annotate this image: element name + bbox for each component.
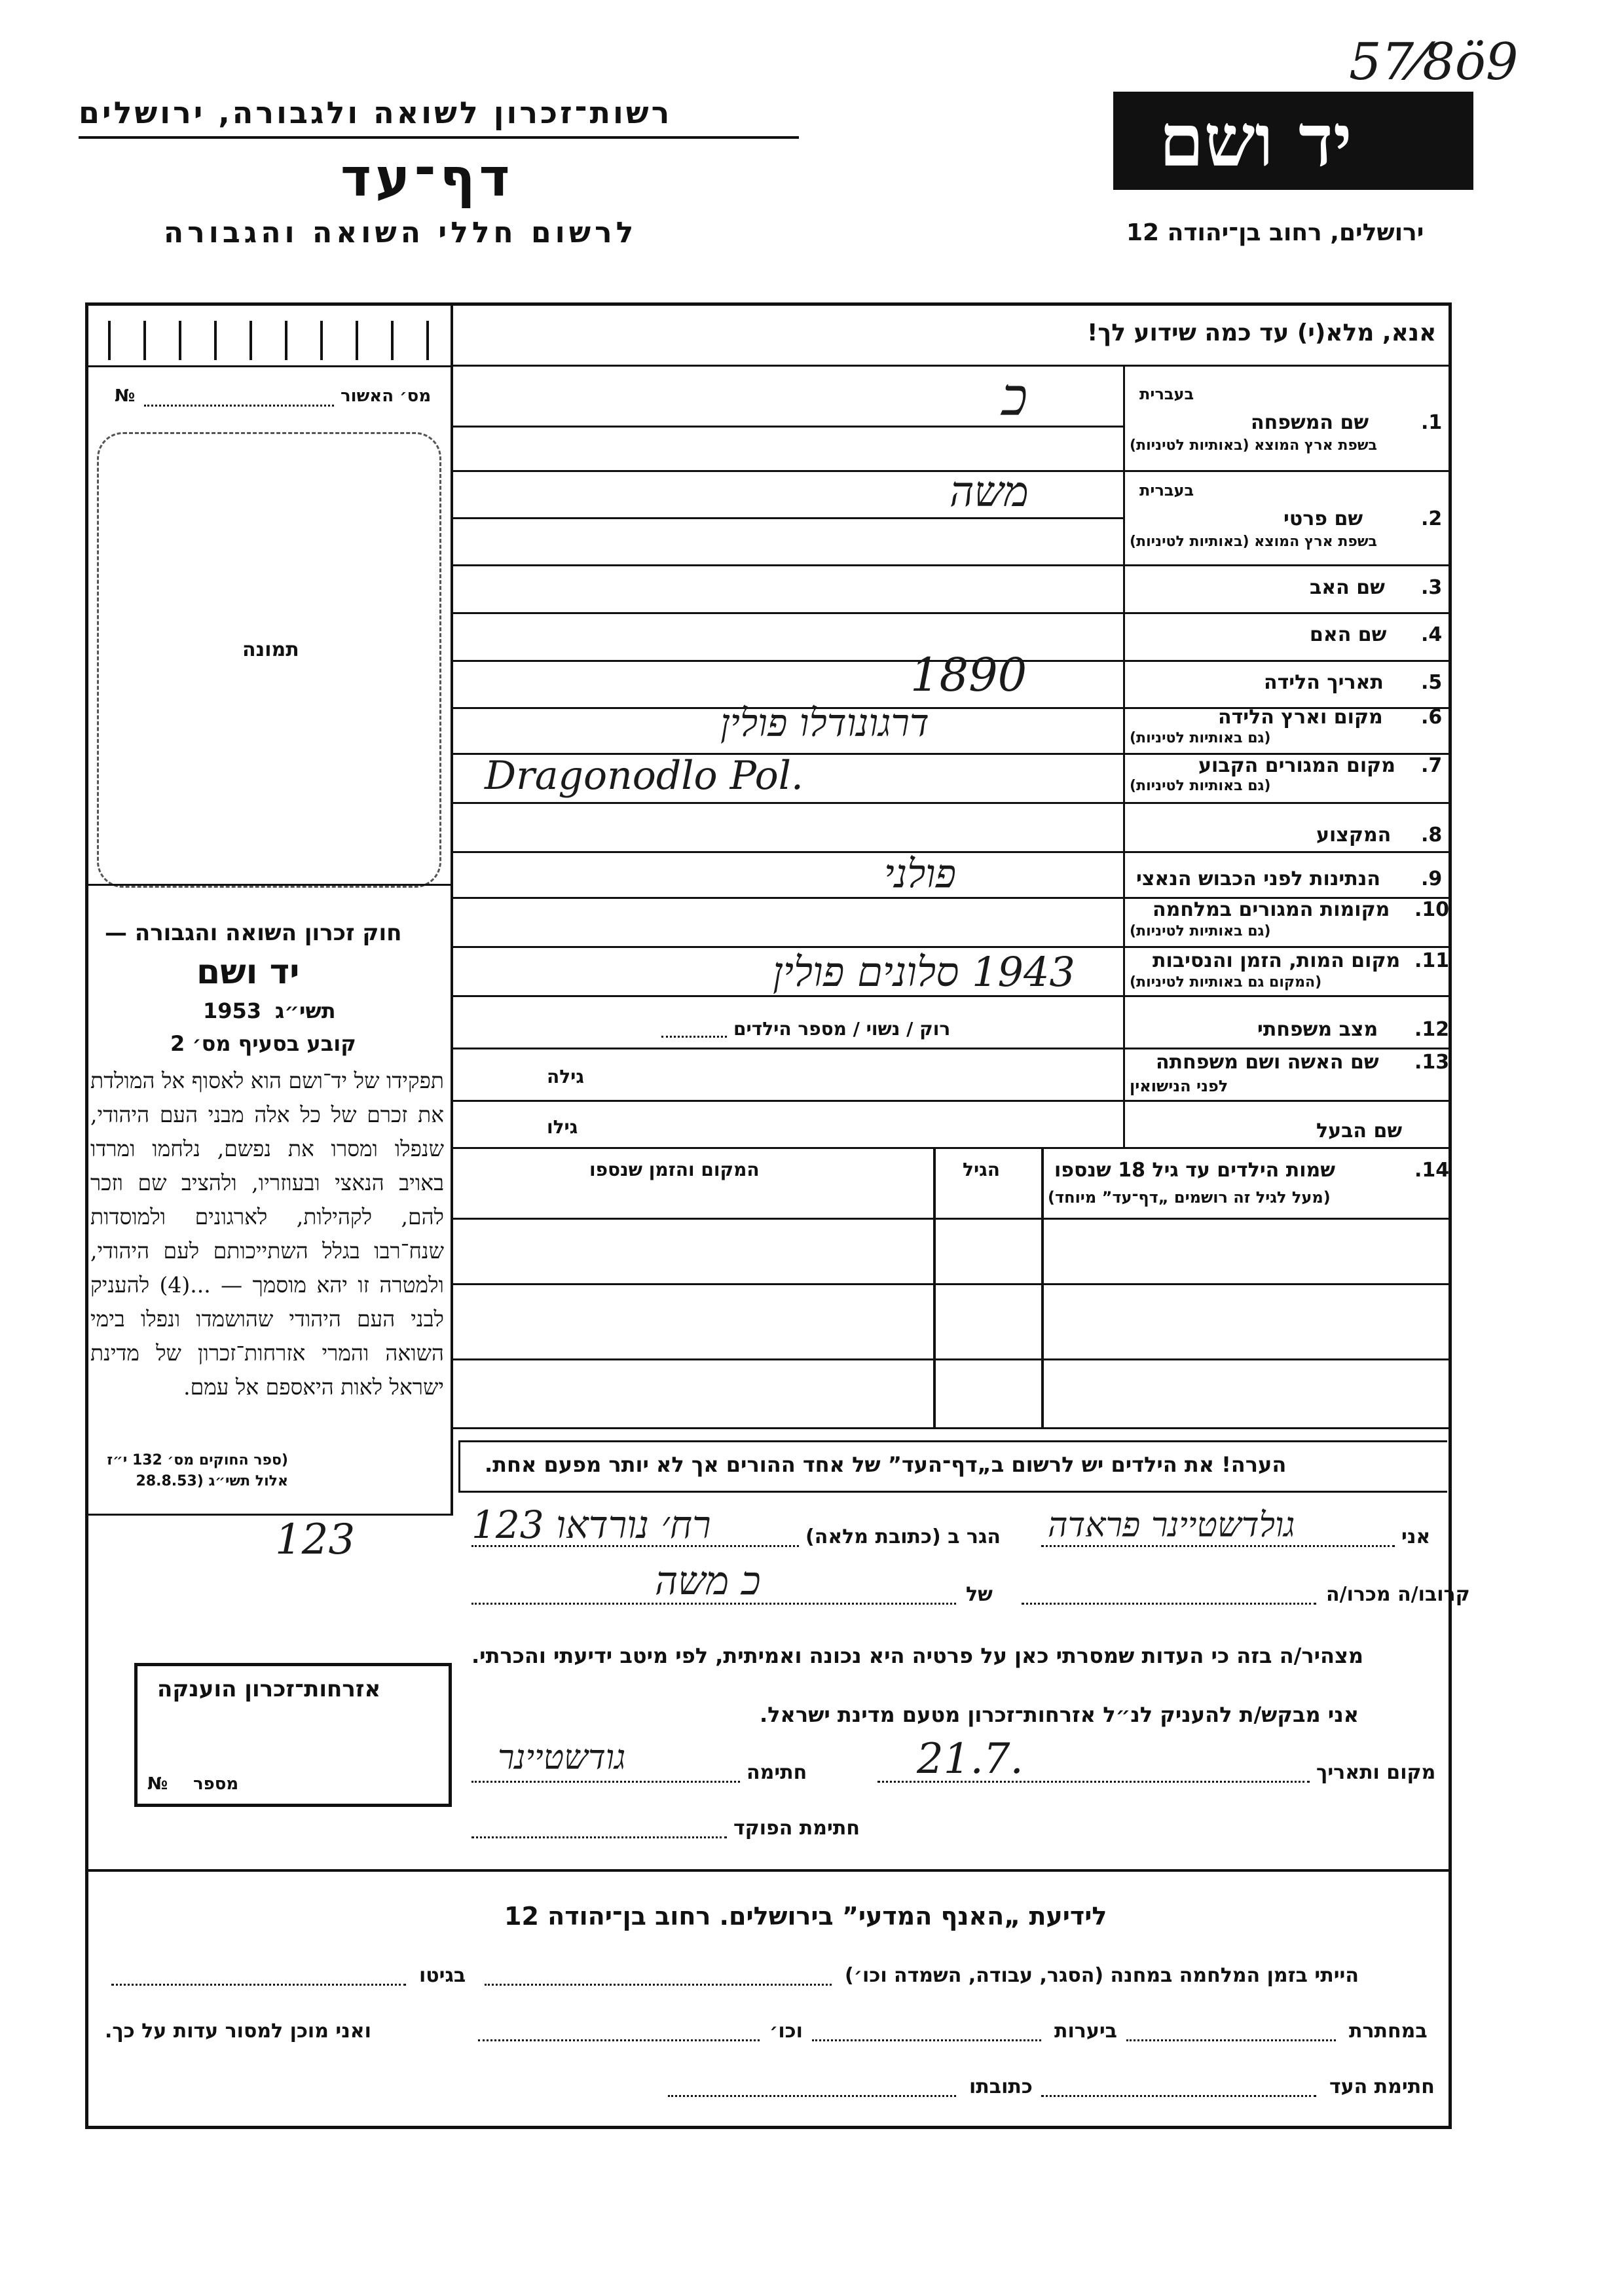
law-name: יד ושם (196, 953, 300, 992)
field-5-number: 5. (1421, 671, 1443, 694)
declaration-ani-label: אני (1401, 1525, 1431, 1548)
form-intro: אנא, מלא(י) עד כמה שידוע לך! (1087, 319, 1437, 346)
address: ירושלים, רחוב בן־יהודה 12 (1126, 219, 1424, 246)
declarant-address[interactable]: רח׳ נורדאו 123 (471, 1503, 711, 1547)
field-6-sub: (גם באותיות לטיניות) (1130, 730, 1271, 746)
field-4-label: שם האם (1310, 623, 1387, 646)
form-subtitle: לרשום חללי השואה והגבורה (164, 216, 638, 249)
footer-line2-suffix: ואני מוכן למסור עדות על כך. (105, 2020, 371, 2043)
form-title: דף־עד (341, 147, 514, 208)
field-12-label: מצב משפחתי (1257, 1018, 1378, 1041)
footer-witness-signature: חתימת העד (1329, 2075, 1435, 2098)
field-6-label: מקום וארץ הלידה (1218, 706, 1383, 729)
husband-age-label: גילו (547, 1116, 578, 1138)
citizenship-box-title: אזרחות־זכרון הוענקה (157, 1676, 381, 1702)
handwritten-number: 123 (275, 1516, 356, 1564)
field-1-number: 1. (1421, 411, 1443, 434)
approval-number-label: מס׳ האשור (341, 386, 432, 406)
children-note: הערה! את הילדים יש לרשום ב„דף־העד” של אחד ההורים אך לא יותר מפעם אחת. (485, 1452, 1287, 1477)
field-4-number: 4. (1421, 623, 1443, 646)
citizenship-box-number-label: מספר (193, 1774, 239, 1794)
declarant-name[interactable]: גולדשטיינר פראדה (1048, 1506, 1295, 1545)
field-7-value[interactable]: Dragonodlo Pol. (485, 753, 803, 799)
footer-notice-title: לידיעת „האנף המדעי” בירושלים. רחוב בן־יהודה 12 (504, 1902, 1107, 1931)
field-9-value[interactable]: פולני (884, 851, 957, 897)
relative-name[interactable]: כ משה (655, 1558, 761, 1604)
field-3-number: 3. (1421, 576, 1443, 599)
field-13-sub: לפני הנישואין (1130, 1077, 1228, 1095)
law-clause: קובע בסעיף מס׳ 2 (170, 1031, 356, 1056)
children-col-place: המקום והזמן שנספו (589, 1159, 760, 1180)
field-11-sub: (המקום גם באותיות לטיניות) (1130, 974, 1322, 991)
field-1-value[interactable]: כ (1002, 367, 1028, 428)
field-6-number: 6. (1421, 706, 1443, 729)
field-5-label: תאריך הלידה (1264, 671, 1384, 694)
children-number: 14. (1414, 1159, 1450, 1182)
field-3-label: שם האב (1310, 576, 1385, 599)
field-9-label: הנתינות לפני הכבוש הנאצי (1136, 867, 1380, 890)
children-col-age: הגיל (963, 1159, 1000, 1180)
field-10-sub: (גם באותיות לטיניות) (1130, 923, 1271, 939)
field-1-hebrew-tag: בעברית (1139, 385, 1194, 403)
field-2-sub: בשפת ארץ המוצא (באותיות לטיניות) (1130, 534, 1377, 550)
law-year: 1953 (203, 998, 262, 1023)
field-12-number: 12. (1414, 1018, 1450, 1041)
authority-line: רשות־זכרון לשואה ולגבורה, ירושלים (79, 95, 673, 130)
place-date-value[interactable]: 21.7. (917, 1735, 1024, 1783)
children-label: שמות הילדים עד גיל 18 שנספו (1054, 1159, 1335, 1182)
field-5-value[interactable]: 1890 (910, 648, 1027, 702)
approval-number-sign: № (115, 386, 136, 406)
citizenship-box-no: № (147, 1774, 168, 1794)
barcode-ticks (108, 321, 429, 360)
law-source: (ספר החוקים מס׳ 132 י״ז אלול תשי״ג (28.8.53 (107, 1452, 288, 1489)
place-date-label: מקום ותאריך (1316, 1761, 1436, 1784)
field-2-label: שם פרטי (1283, 507, 1363, 530)
declaration-statement: מצהיר/ה בזה כי העדות שמסרתי כאן על פרטיה היא נכונה ואמיתית, לפי מיטב ידיעתי והכרתי. (471, 1643, 1364, 1668)
photo-label: תמונה (242, 638, 299, 661)
footer-witness-address: כתובתו (969, 2075, 1033, 2098)
law-text: תפקידו של יד־ושם הוא לאסוף אל המולדת את זכרם של כל אלה מבני העם היהודי, שנפלו ומסרו את נפשם, נלחמו ומרדו באויב הנאצי ובעוזריו, ולהציב שם וזכר להם, לקהילות, לארגונים ולמוסדות שנח־רבו בגלל השתייכותם לעם היהודי, ולמטרה זו יהא מוסמך — ...(4) להעניק לבני העם היהודי שהושמדו ונפלו בימי השואה והמרי אזרחות־זכרון של מדינת ישראל לאות היאספם אל עמם. (90, 1068, 444, 1400)
field-8-number: 8. (1421, 824, 1443, 847)
reference-number: 57⁄8ö9 (1349, 33, 1519, 92)
field-7-number: 7. (1421, 754, 1443, 777)
field-2-hebrew-tag: בעברית (1139, 481, 1194, 500)
wife-age-label: גילה (547, 1066, 584, 1087)
footer-line2-etc: וכו׳ (769, 2020, 803, 2043)
husband-label: שם הבעל (1316, 1120, 1403, 1142)
field-13-label: שם האשה ושם משפחתה (1156, 1051, 1379, 1074)
resident-label: הגר ב (כתובת מלאה) (805, 1525, 1001, 1548)
field-2-value[interactable]: משה (950, 468, 1029, 517)
signature-value[interactable]: גודשטיינר (498, 1738, 626, 1777)
officer-signature-label: חתימת הפוקד (733, 1817, 860, 1840)
field-10-number: 10. (1414, 898, 1450, 921)
field-10-label: מקומות המגורים במלחמה (1153, 898, 1390, 921)
declaration-request: אני מבקש/ת להעניק לנ״ל אזרחות־זכרון מטעם מדינת ישראל. (760, 1702, 1359, 1727)
law-title: חוק זכרון השואה והגבורה — (105, 920, 402, 946)
law-year-heb: תשי״ג (275, 998, 336, 1023)
footer-line2-forests: ביערות (1054, 2020, 1117, 2043)
yad-vashem-logo (1113, 92, 1473, 190)
footer-line1-suffix: בגיטו (419, 1964, 466, 1987)
field-7-label: מקום המגורים הקבוע (1198, 754, 1395, 777)
field-1-sub: בשפת ארץ המוצא (באותיות לטיניות) (1130, 437, 1377, 454)
relative-label: קרובו/ה מכרו/ה (1326, 1583, 1470, 1606)
field-1-label: שם המשפחה (1251, 411, 1369, 434)
field-6-value[interactable]: דרגונודלו פולין (720, 701, 929, 745)
logo-text: יד ושם (1159, 98, 1352, 183)
field-13-number: 13. (1414, 1051, 1450, 1074)
footer-line2-prefix: במחתרת (1349, 2020, 1428, 2043)
children-sub: (מעל לגיל זה רושמים „דף־עד” מיוחד) (1048, 1188, 1331, 1207)
field-11-label: מקום המות, הזמן והנסיבות (1153, 949, 1401, 972)
field-11-value[interactable]: 1943 סלונים פולין (773, 948, 1075, 996)
field-11-number: 11. (1414, 949, 1450, 972)
of-label: של (966, 1583, 993, 1606)
marital-options: רוק / נשוי / מספר הילדים (733, 1018, 951, 1040)
footer-line1-prefix: הייתי בזמן המלחמה במחנה (הסגר, עבודה, השמדה וכו׳) (845, 1964, 1359, 1987)
field-9-number: 9. (1421, 867, 1443, 890)
field-2-number: 2. (1421, 507, 1443, 530)
field-8-label: המקצוע (1316, 824, 1392, 847)
signature-label: חתימה (747, 1761, 807, 1784)
field-7-sub: (גם באותיות לטיניות) (1130, 778, 1271, 794)
